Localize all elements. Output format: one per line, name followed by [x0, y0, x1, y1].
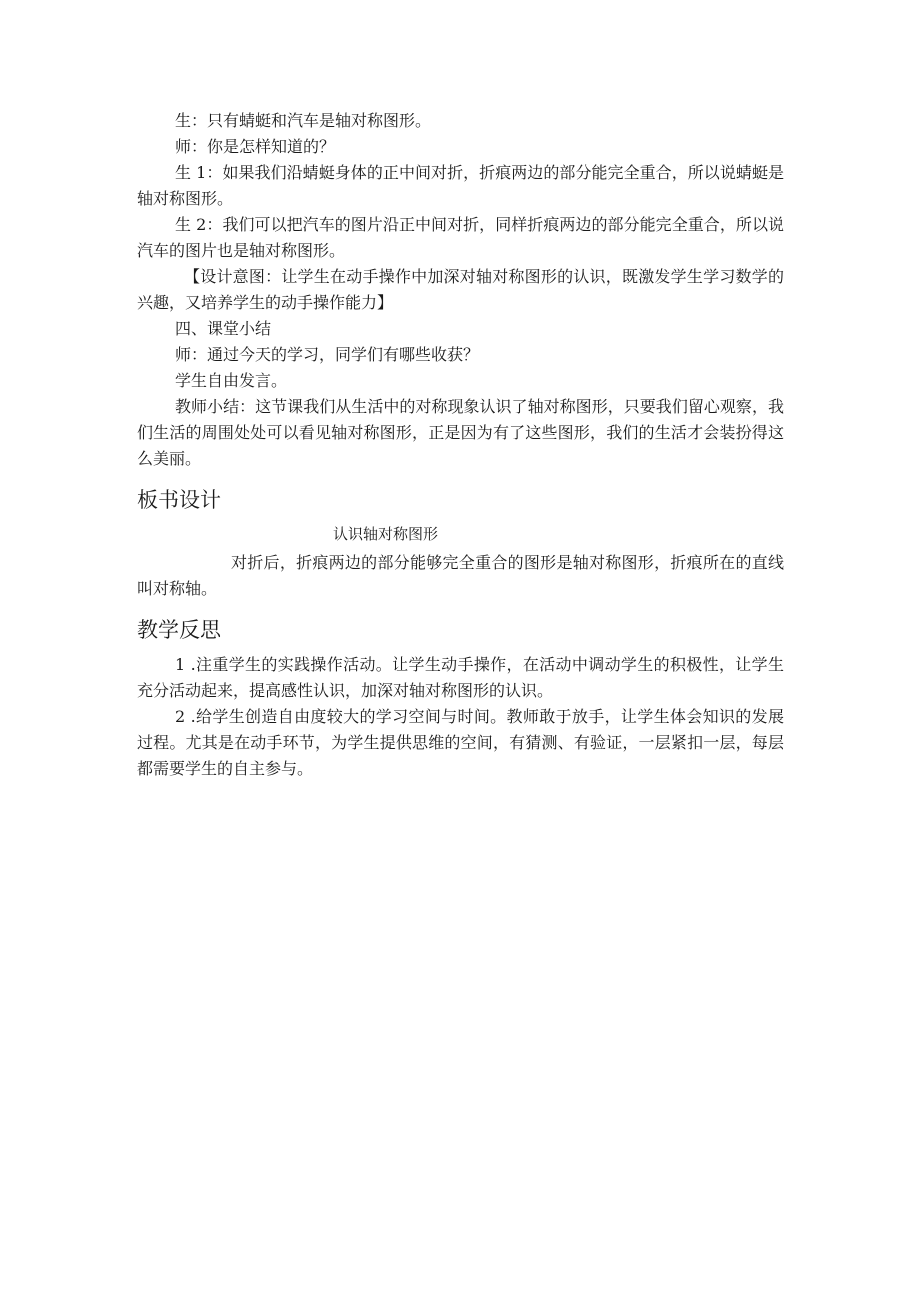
teacher-question: 师：通过今天的学习，同学们有哪些收获？ — [175, 345, 480, 364]
board-text: 对折后，折痕两边的部分能够完全重合的图形是轴对称图形，折痕所在的直线叫对称轴。 — [137, 553, 784, 598]
reflection-item-1: 1 .注重学生的实践操作活动。让学生动手操作，在活动中调动学生的积极性，让学生充分活动起来，提高感性认识，加深对轴对称图形的认识。 — [137, 655, 784, 700]
reflection-item-2: 2 .给学生创造自由度较大的学习空间与时间。教师敢于放手，让学生体会知识的发展过程。尤其是在动手环节，为学生提供思维的空间，有猜测、有验证，一层紧扣一层，每层都需要学生的自主参与。 — [137, 707, 784, 778]
teacher-summary: 教师小结：这节课我们从生活中的对称现象认识了轴对称图形，只要我们留心观察，我们生活的周围处处可以看见轴对称图形，正是因为有了这些图形，我们的生活才会装扮得这么美丽。 — [137, 397, 784, 468]
dialogue-line-4: 生 2：我们可以把汽车的图片沿正中间对折，同样折痕两边的部分能完全重合，所以说汽车的图片也是轴对称图形。 — [137, 215, 784, 260]
reflection-heading: 教学反思 — [137, 618, 221, 642]
document-page — [137, 108, 784, 782]
dialogue-line-2: 师：你是怎样知道的？ — [175, 137, 336, 156]
student-response: 学生自由发言。 — [175, 371, 288, 390]
section-heading-summary: 四、课堂小结 — [175, 319, 272, 338]
design-intent: 【设计意图：让学生在动手操作中加深对轴对称图形的认识，既激发学生学习数学的兴趣，又培养学生的动手操作能力】 — [137, 267, 784, 312]
dialogue-line-3: 生 1：如果我们沿蜻蜓身体的正中间对折，折痕两边的部分能完全重合，所以说蜻蜓是轴对称图形。 — [137, 163, 784, 208]
dialogue-line-1: 生：只有蜻蜓和汽车是轴对称图形。 — [175, 111, 432, 130]
board-title: 认识轴对称图形 — [333, 525, 439, 543]
board-design-heading: 板书设计 — [137, 488, 221, 512]
